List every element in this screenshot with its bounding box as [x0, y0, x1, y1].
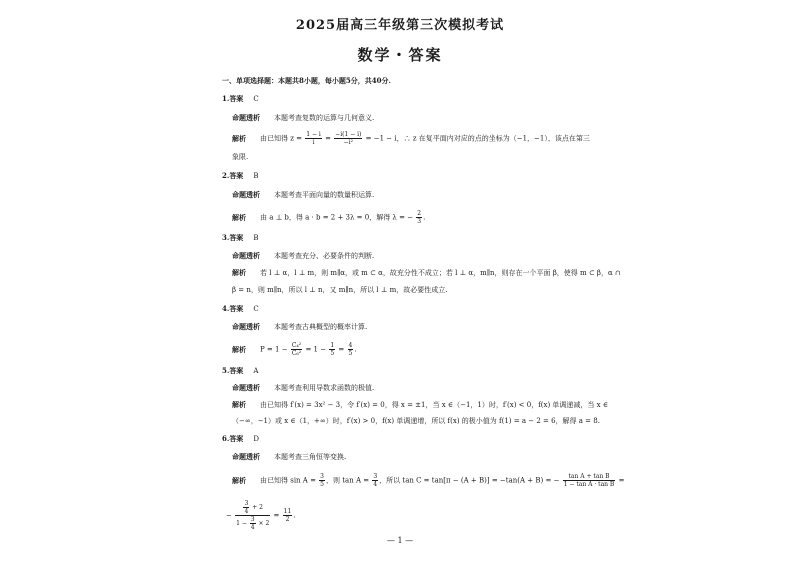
q1-answer-line [222, 94, 259, 104]
q4-answer-value: C [253, 305, 259, 313]
q4-answer-label: 答案 [229, 304, 244, 313]
q2-analysis-text-a: 由 a ⊥ b，得 a · b = 2 + 3λ = 0，解得 λ = − [260, 213, 414, 222]
q2-intent-text: 本题考查平面向量的数量积运算. [274, 191, 375, 199]
q6-answer-value: D [253, 435, 259, 443]
q2-analysis: 解析 由 a ⊥ b，得 a · b = 2 + 3λ = 0，解得 λ = − $\frac{2}{3}$ . [232, 210, 426, 225]
exam-title: 2025届高三年级第三次模拟考试 [295, 18, 505, 33]
q3-analysis-label: 解析 [232, 268, 246, 277]
section-heading: 一、单项选择题：本题共8小题，每小题5分，共40分. [222, 76, 391, 85]
q4-intent-text: 本题考查古典概型的概率计算. [274, 323, 368, 331]
q2-fraction: $\frac{2}{3}$ [417, 210, 422, 225]
q2-answer-label: 答案 [229, 171, 244, 180]
q2-intent-label: 命题透析 [232, 190, 260, 199]
q3-intent [232, 251, 374, 261]
q6-number: 6. [222, 434, 230, 443]
q6-analysis: 解析 由已知得 sin A = $\frac{3}{5}$ ，则 tan A = $\frac{3}{4}$ ，所以 tan C = tan[π − (A + B)] = −tan(A + B) = − $\frac{\text{tan A + tan B}}{\text{1 − tan A · tan B}}$ = [232, 473, 625, 488]
q1-number: 1. [222, 94, 230, 103]
q1-answer-value: C [253, 95, 259, 103]
q1-intent-text: 本题考查复数的运算与几何意义. [274, 114, 375, 122]
q6-fraction-sin: $\frac{3}{5}$ [320, 473, 324, 488]
q4-analysis: 解析 P = 1 − $\frac{\text{C₄²}}{\text{C₆²}}$ = 1 − $\frac{1}{5}$ = $\frac{4}{5}$ . [232, 342, 357, 357]
page-number: — 1 — [386, 536, 414, 545]
q6-answer-label: 答案 [229, 434, 244, 443]
q1-analysis-text-a: 由已知得 z = [260, 134, 303, 143]
q3-intent-text: 本题考查充分、必要条件的判断. [274, 252, 375, 260]
q4-fraction-1: $\frac{\text{C₄²}}{\text{C₆²}}$ [291, 342, 302, 357]
q5-number: 5. [222, 366, 230, 375]
q2-analysis-label: 解析 [232, 212, 246, 222]
q1-intent-label: 命题透析 [232, 113, 260, 122]
q2-number: 2. [222, 171, 230, 180]
q1-analysis-text-b: = −1 − i，∴ z 在复平面内对应的点的坐标为（−1，−1），该点在第三 [365, 134, 590, 143]
q1-intent [232, 113, 374, 123]
q1-analysis-cont: 象限. [232, 153, 249, 161]
q6-fraction-tan: $\frac{3}{4}$ [373, 473, 378, 488]
q1-analysis-label: 解析 [232, 133, 246, 143]
q3-number: 3. [222, 233, 230, 242]
q3-analysis-cont: β = n，则 m∥n，所以 l ⊥ n，又 m∥n，所以 l ⊥ m，故必要性成立. [232, 286, 448, 294]
q3-answer-line [222, 233, 258, 243]
q3-intent-label: 命题透析 [232, 251, 260, 260]
q1-answer-label: 答案 [229, 94, 244, 103]
q6-answer-line [222, 434, 259, 444]
q1-fraction-2: $\frac{-i(1 - i)}{\text{−i²}}$ [335, 131, 362, 146]
q5-intent [232, 383, 374, 393]
q3-answer-label: 答案 [229, 233, 244, 242]
q6-intent [232, 452, 346, 462]
q2-answer-value: B [253, 172, 259, 180]
q4-fraction-3: $\frac{4}{5}$ [348, 342, 353, 357]
q1-analysis: 解析 由已知得 z = $\frac{1 - i}{i}$ = $\frac{-i(1 - i)}{\text{−i²}}$ = −1 − i，∴ z 在复平面内对应的点的坐标为（−1，−1），该点在第三 [232, 131, 590, 146]
q4-fraction-2: $\frac{1}{5}$ [330, 342, 335, 357]
q5-intent-label: 命题透析 [232, 383, 260, 392]
q5-answer-label: 答案 [229, 366, 244, 375]
q4-intent [232, 322, 367, 332]
q5-answer-value: A [253, 367, 259, 375]
q5-analysis-text: 由已知得 f′(x) = 3x² − 3，令 f′(x) = 0，得 x = ±1，当 x ∈（−1，1）时，f′(x) < 0，f(x) 单调递减，当 x ∈ [260, 401, 609, 409]
q2-intent [232, 190, 374, 200]
q3-analysis-text: 若 l ⊥ α，l ⊥ m，则 m∥α，或 m ⊂ α，故充分性不成立；若 l ⊥ α，m∥n，则存在一个平面 β，使得 m ⊂ β，α ∩ [260, 269, 621, 277]
q6-analysis-label: 解析 [232, 475, 246, 485]
q6-fraction-formula: $\frac{\text{tan A + tan B}}{\text{1 − tan A · tan B}}$ [563, 473, 615, 488]
q3-answer-value: B [253, 234, 259, 242]
q6-intent-label: 命题透析 [232, 452, 260, 461]
q4-number: 4. [222, 304, 230, 313]
q3-analysis [232, 268, 621, 278]
q6-fraction-result: $\frac{11}{2}$ [283, 508, 292, 523]
q4-intent-label: 命题透析 [232, 322, 260, 331]
q5-analysis-label: 解析 [232, 400, 246, 409]
answer-subtitle: 数学・答案 [357, 46, 443, 64]
q5-analysis [232, 400, 608, 410]
q4-answer-line [222, 304, 259, 314]
q5-answer-line [222, 366, 258, 376]
q5-analysis-cont: （−∞，−1）或 x ∈（1，+∞）时，f′(x) > 0，f(x) 单调递增，所以 f(x) 的极小值为 f(1) = a − 2 = 6，解得 a = 8. [232, 417, 600, 425]
q6-fraction-compound: $\frac{3}{4}$ + 2 1 − $\frac{3}{4}$ × 2 [236, 500, 270, 531]
q5-intent-text: 本题考查利用导数求函数的极值. [274, 384, 375, 392]
q6-intent-text: 本题考查三角恒等变换. [274, 453, 347, 461]
q1-fraction-1: $\frac{1 - i}{i}$ [306, 131, 321, 146]
q4-analysis-label: 解析 [232, 344, 246, 354]
q2-answer-line [222, 171, 258, 181]
q6-analysis-cont: − $\frac{3}{4}$ + 2 1 − $\frac{3}{4}$ × 2 = $\frac{11}{2}$ . [226, 500, 296, 531]
